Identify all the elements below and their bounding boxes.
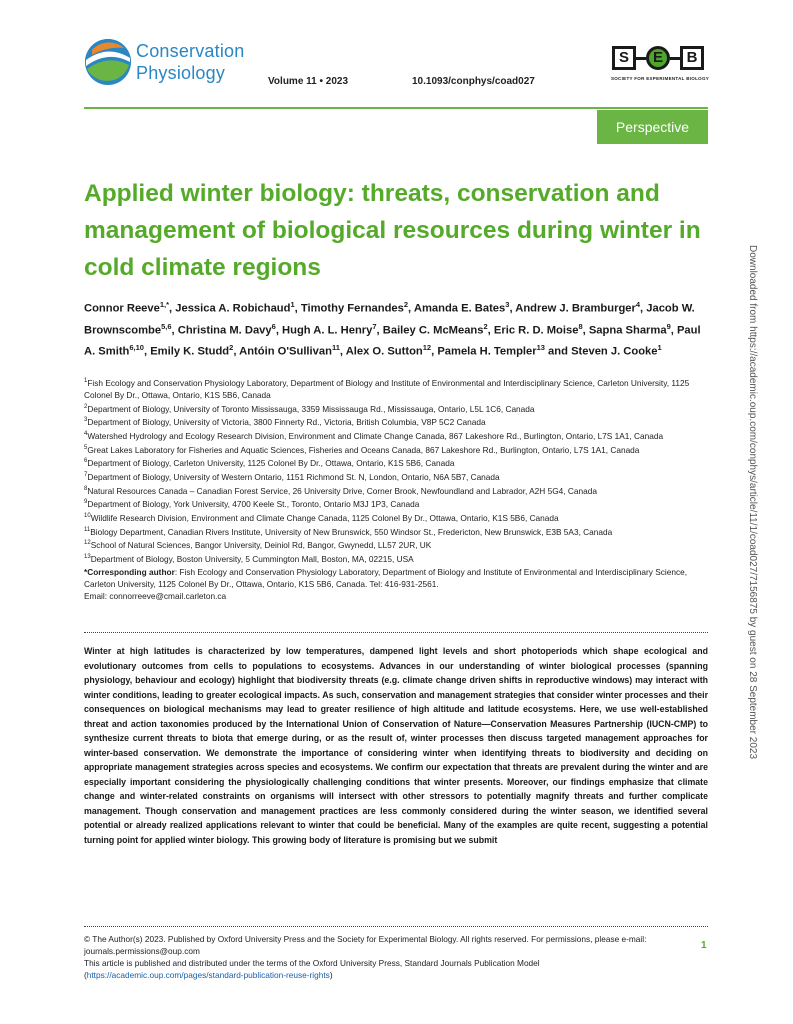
author-name: Connor Reeve — [84, 302, 160, 315]
corresponding-author — [84, 567, 714, 603]
author-name: Jacob W. Brownscombe — [84, 302, 695, 337]
license-notice: This article is published and distributed under the terms of the Oxford University Press, Standard Journals Publication Model (https://academic.oup.com/pages/standard-publication-reuse-rights) — [84, 957, 540, 980]
journal-name-line2: Physiology — [136, 63, 226, 83]
globe-logo-icon — [84, 38, 132, 86]
author-name: Jessica A. Robichaud — [175, 302, 291, 315]
author-affiliation-mark: 8 — [578, 321, 583, 331]
affiliation-list — [84, 376, 714, 566]
download-side-note: Downloaded from https://academic.oup.com/conphys/article/11/1/coad027/7156875 by guest on 28 September 2023 — [747, 245, 758, 760]
affiliation-item: $^8$Natural Resources Canada – Canadian Forest Service, 26 University Drive, Corner Brook, Newfoundland and Labrador, A2H 5G4, Canada — [84, 485, 597, 496]
author-name: Eric R. D. Moise — [493, 324, 579, 337]
affiliation-item: $^{10}$Wildlife Research Division, Environment and Climate Change Canada, 1125 Colonel By Dr., Ottawa, Ontario, K1S 5B6, Canada — [84, 512, 559, 523]
affiliation-item: $^{12}$School of Natural Sciences, Bangor University, Deiniol Rd, Bangor, Gwynedd, LL57 2UR, UK — [84, 540, 432, 551]
author-name: Emily K. Studd — [150, 346, 230, 359]
author-affiliation-mark: 9 — [666, 321, 671, 331]
author-name: Sapna Sharma — [588, 324, 667, 337]
author-affiliation-mark: 6,10 — [129, 343, 144, 353]
license-link[interactable]: https://academic.oup.com/pages/standard-publication-reuse-rights — [86, 969, 330, 980]
author-affiliation-mark: 5,6 — [161, 321, 172, 331]
affiliation-item: $^5$Great Lakes Laboratory for Fisheries and Aquatic Sciences, Fisheries and Oceans Canada, 867 Lakeshore Rd., Burlington, Ontario, L7S 1A1, Canada — [84, 444, 640, 455]
author-name: Hugh A. L. Henry — [282, 324, 373, 337]
author-affiliation-mark: 2 — [403, 300, 409, 309]
divider-top — [84, 632, 708, 633]
author-affiliation-mark: 1,* — [159, 300, 170, 309]
author-affiliation-mark: 2 — [229, 343, 234, 353]
seb-letter-s: S — [612, 46, 636, 70]
volume-label: Volume 11 • 2023 — [268, 76, 349, 87]
author-affiliation-mark: 1 — [657, 343, 662, 353]
seb-logo — [610, 46, 710, 90]
author-name: Andrew J. Bramburger — [515, 302, 636, 315]
author-affiliation-mark: 4 — [635, 300, 641, 309]
copyright-notice: © The Author(s) 2023. Published by Oxford University Press and the Society for Experimental Biology. All rights reserved. For permissions, please e-mail: journals.permissions@oup.com — [84, 934, 647, 956]
page-number: 1 — [701, 940, 707, 951]
corresponding-text: : Fish Ecology and Conservation Physiology Laboratory, Department of Biology and Institute of Environmental and Interdisciplinary Science, Carleton University, 1125 Colonel By Dr., Ottawa, Ontario, K1S 5B6, Canada. Tel: 416-931-2561. — [84, 567, 688, 589]
affiliation-item: $^{11}$Biology Department, Canadian Rivers Institute, University of New Brunswick, 550 Windsor St., Fredericton, New Brunswick, E3B 5A3, Canada — [84, 526, 613, 537]
doi-label[interactable]: 10.1093/conphys/coad027 — [412, 76, 535, 87]
author-affiliation-mark: 2 — [483, 321, 488, 331]
author-affiliation-mark: 13 — [536, 343, 545, 353]
author-name: Steven J. Cooke — [571, 346, 658, 359]
author-affiliation-mark: 3 — [505, 300, 510, 309]
author-name: Pamela H. Templer — [437, 346, 537, 359]
author-name: Amanda E. Bates — [413, 302, 506, 315]
affiliation-item: $^7$Department of Biology, University of Western Ontario, 1151 Richmond St. N, London, Ontario, N6A 5B7, Canada — [84, 471, 500, 482]
author-affiliation-mark: 11 — [331, 343, 340, 353]
affiliation-item: $^1$Fish Ecology and Conservation Physiology Laboratory, Department of Biology and Institute of Environmental and Interdisciplinary Science, Carleton University, 1125 Colonel By Dr., Ottawa, Ontario, K1S 5B6, Canada — [84, 377, 690, 400]
article-title: Applied winter biology: threats, conservation and management of biological resources during winter in cold climate regions — [84, 180, 701, 281]
abstract: Winter at high latitudes is characterized by low temperatures, dampened light levels and short photoperiods which shape ecological and evolutionary outcomes from cells to populations to ecosystems. Advances in our understanding of winter biological processes (spanning physiology, behaviour and ecology) highlight that biodiversity threats (e.g. climate change driven shifts in reproductive windows) may interact with winter conditions, leading to greater ecological impacts. As such, conservation and management strategies that consider winter processes and their consequences on biological mechanisms may lead to greater resilience of high altitude and latitude ecosystems. Here, we use well-established threat and action taxonomies produced by the International Union of Conservation of Nature—Conservation Measures Partnership (IUCN-CMP) to synthesize current threats to biota that emerge during, or as the result of, winter processes then discuss targeted management approaches for winter-based conservation. We demonstrate the importance of considering winter when identifying threats to biodiversity and deciding on appropriate management strategies across species and ecosystems. We confirm our expectation that threats are prevalent during the winter and are especially important considering the physiologically challenging conditions that winter presents. Moreover, our findings emphasize that climate change and winter-related constraints on organisms will intersect with other stressors to potentially magnify threats and further complicate management. Though conservation and management practices are less commonly considered during the winter season, we identified several potential or already realized applications relevant to winter that could be beneficial. Many of the examples are quite recent, suggesting a potential turning point for applied winter biology. This growing body of literature is promising but we submit — [84, 646, 708, 845]
divider-bottom — [84, 926, 708, 927]
seb-letter-b: B — [680, 46, 704, 70]
author-affiliation-mark: 12 — [422, 343, 432, 353]
affiliation-item: $^2$Department of Biology, University of Toronto Mississauga, 3359 Mississauga Rd., Mississauga, Ontario, L5L 1C6, Canada — [84, 403, 535, 414]
author-list: Connor Reeve$^{1,*}$, Jessica A. Robichaud$^1$, Timothy Fernandes$^2$, Amanda E. Bates$^3$, Andrew J. Bramburger$^4$, Jacob W. Brownscombe$^{5,6}$, Christina M. Davy$^6$, Hugh A. L. Henry$^7$, Bailey C. McMeans$^2$, Eric R. D. Moise$^8$, Sapna Sharma$^9$, Paul A. Smith$^{6,10}$, Emily K. Studd$^2$, Antóin O'Sullivan$^{11}$, Alex O. Sutton$^{12}$, Pamela H. Templer$^{13}$ and Steven J. Cooke$^1$ — [84, 300, 701, 359]
affiliation-item: $^9$Department of Biology, York University, 4700 Keele St., Toronto, Ontario M3J 1P3, Canada — [84, 499, 420, 510]
affiliation-item: $^4$Watershed Hydrology and Ecology Research Division, Environment and Climate Change Canada, 867 Lakeshore Rd., Burlington, Ontario, L7S 1A1, Canada — [84, 430, 664, 441]
author-affiliation-mark: 6 — [271, 321, 276, 331]
author-name: Bailey C. McMeans — [382, 324, 484, 337]
seb-caption: SOCIETY FOR EXPERIMENTAL BIOLOGY — [610, 76, 710, 81]
author-name: Christina M. Davy — [177, 324, 272, 337]
journal-name-line1: Conservation — [136, 41, 245, 61]
author-name: Paul A. Smith — [84, 324, 701, 359]
affiliation-item: $^{13}$Department of Biology, Boston University, 5 Cummington Mall, Boston, MA, 02215, USA — [84, 553, 414, 564]
author-affiliation-mark: 7 — [372, 321, 377, 331]
author-name: Timothy Fernandes — [300, 302, 404, 315]
article-type-badge: Perspective — [597, 110, 708, 144]
footer — [84, 934, 699, 982]
affiliation-item: $^6$Department of Biology, Carleton University, 1125 Colonel By Dr., Ottawa, Ontario, K1S 5B6, Canada — [84, 458, 455, 469]
author-affiliation-mark: 1 — [290, 300, 295, 309]
journal-logo — [84, 38, 284, 88]
author-name: Antóin O'Sullivan — [239, 346, 332, 359]
header-rule — [84, 107, 708, 109]
seb-letter-e: E — [646, 46, 670, 70]
affiliation-item: $^3$Department of Biology, University of Victoria, 3800 Finnerty Rd., Victoria, British Columbia, V8P 5C2 Canada — [84, 417, 486, 428]
corresponding-label: *Corresponding author — [84, 567, 175, 577]
corresponding-email[interactable]: Email: connorreeve@cmail.carleton.ca — [84, 590, 227, 601]
author-name: Alex O. Sutton — [345, 346, 423, 359]
